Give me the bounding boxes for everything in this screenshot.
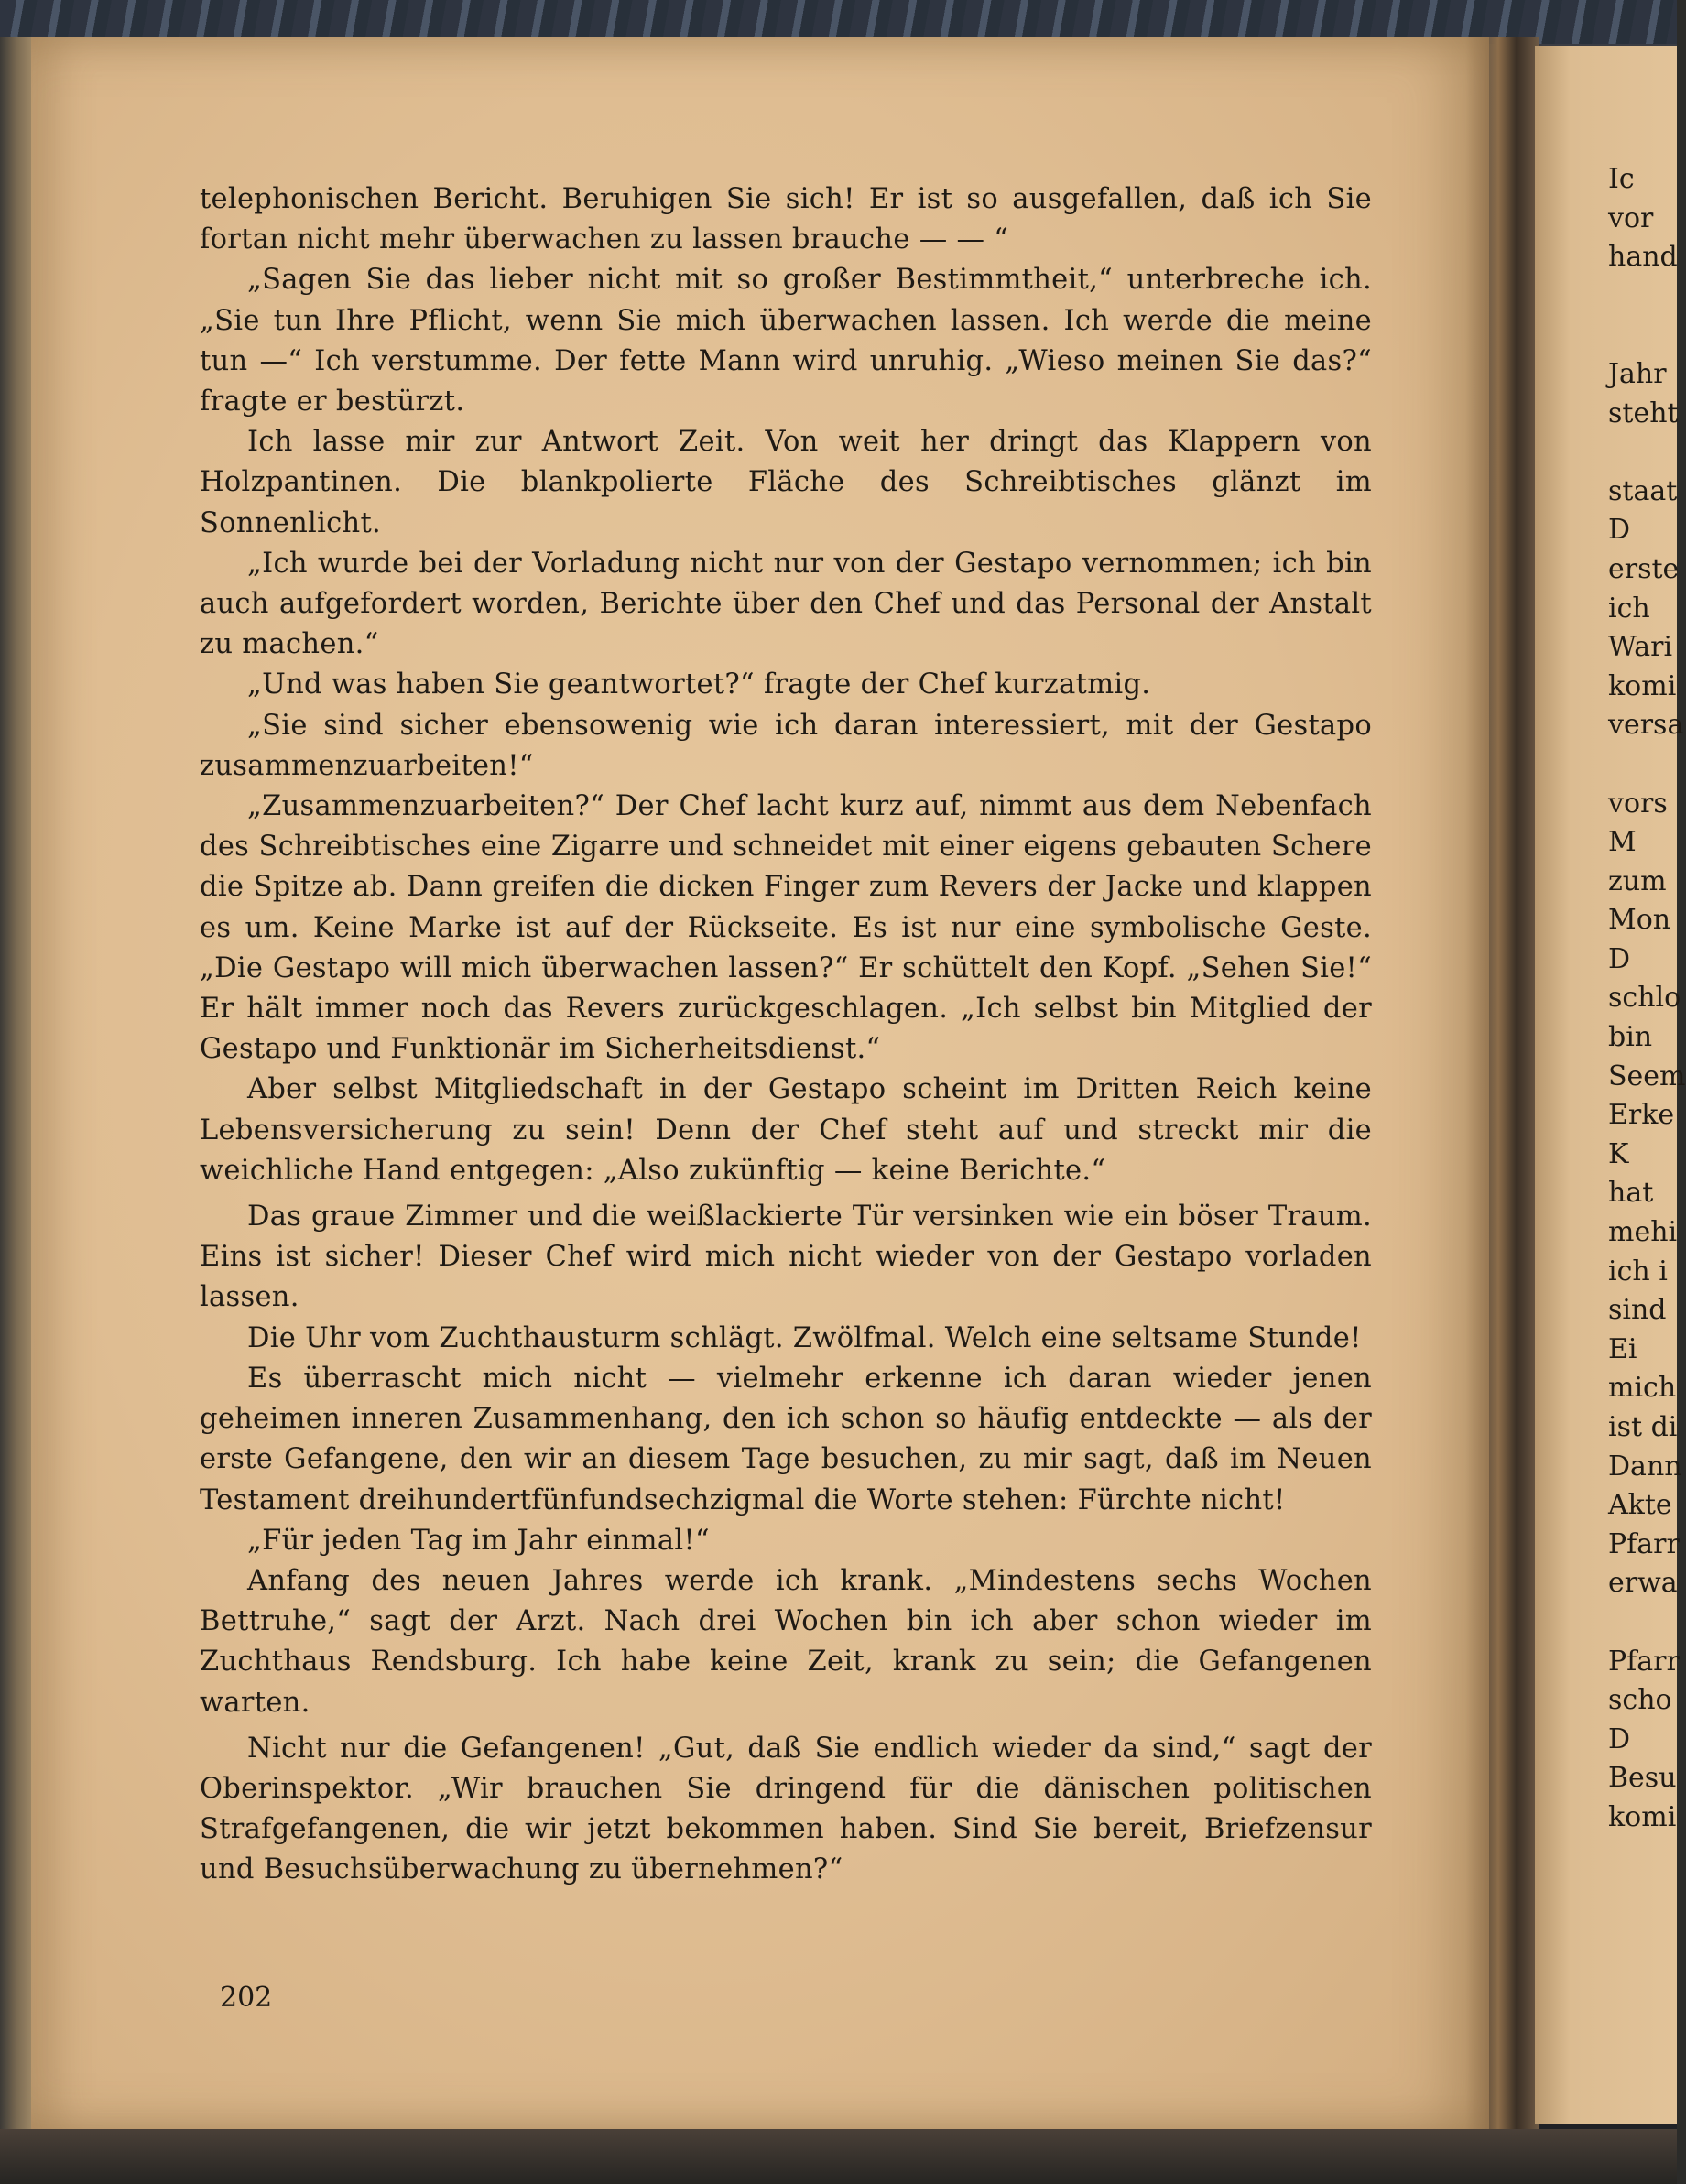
- right-page-line: [1608, 316, 1677, 355]
- right-page-line: Mon: [1608, 904, 1671, 937]
- right-page-line: ich i: [1608, 1255, 1668, 1288]
- right-page-line: D: [1608, 514, 1631, 547]
- right-page-line: Ic: [1608, 163, 1635, 195]
- paragraph: telephonischen Bericht. Beruhigen Sie sich! Er ist so ausgefallen, daß ich Sie fortan nicht mehr überwachen zu lassen brauche — — “: [200, 183, 1372, 256]
- right-page-line: mich: [1608, 1372, 1677, 1405]
- right-page-line: [1608, 277, 1677, 317]
- paragraph: „Zusammenzuarbeiten?“ Der Chef lacht kurz auf, nimmt aus dem Nebenfach des Schreibtisches eine Zigarre und schneidet mit einer eigens gebauten Schere die Spitze ab. Dann greifen die dicken Finger zum Revers der Jacke und klappen es um. Keine Marke ist auf der Rückseite. Es ist nur eine symbolische Geste. „Die Gestapo will mich überwachen lassen?“ Er schüttelt den Kopf. „Sehen Sie!“ Er hält immer noch das Revers zurückgeschlagen. „Ich selbst bin Mitglied der Gestapo und Funktionär im Sicherheitsdienst.“: [200, 790, 1372, 1066]
- right-page-line: Akte: [1608, 1489, 1672, 1522]
- right-page-line: mehi: [1608, 1216, 1678, 1249]
- paragraph: Das graue Zimmer und die weißlackierte Tür versinken wie ein böser Traum. Eins ist sicher! Dieser Chef wird mich nicht wieder von der Gestapo vorladen lassen.: [200, 1201, 1372, 1314]
- right-page-line: Jahr: [1608, 357, 1667, 390]
- right-page-line: Besu: [1608, 1762, 1677, 1795]
- book-gutter: [1465, 37, 1539, 2143]
- right-page-line: Seem: [1608, 1059, 1686, 1092]
- right-page-line: D: [1608, 942, 1631, 975]
- right-page-line: erste: [1608, 552, 1680, 585]
- paragraph: „Sagen Sie das lieber nicht mit so großer Bestimmtheit,“ unterbreche ich. „Sie tun Ihre Pflicht, wenn Sie mich überwachen lassen. Ich werde die meine tun —“ Ich verstumme. Der fette Mann wird unruhig. „Wieso meinen Sie das?“ fragte er bestürzt.: [200, 264, 1372, 418]
- right-page-line: ist di: [1608, 1411, 1678, 1443]
- right-page-line: K: [1608, 1137, 1629, 1170]
- right-page-line: scho: [1608, 1684, 1672, 1717]
- right-page-line: M: [1608, 826, 1637, 859]
- paragraph: Nicht nur die Gefangenen! „Gut, daß Sie endlich wieder da sind,“ sagt der Oberinspektor. „Wir brauchen Sie dringend für die dänischen politischen Strafgefangenen, die wir jetzt bekommen haben. Sind Sie bereit, Briefzensur und Besuchsüberwachung zu übernehmen?“: [200, 1732, 1372, 1886]
- right-page-line: steht: [1608, 397, 1679, 429]
- paragraph: Ich lasse mir zur Antwort Zeit. Von weit her dringt das Klappern von Holzpantinen. Die blankpolierte Fläche des Schreibtisches glänzt im Sonnenlicht.: [200, 426, 1372, 539]
- page-number: 202: [220, 1982, 273, 2014]
- right-page-line: [1608, 1603, 1677, 1643]
- left-page-text: [200, 179, 1372, 1891]
- right-page-line: [1608, 433, 1677, 473]
- paragraph: „Und was haben Sie geantwortet?“ fragte der Chef kurzatmig.: [247, 668, 1151, 701]
- paragraph: „Sie sind sicher ebensowenig wie ich daran interessiert, mit der Gestapo zusammenzuarbeiten!“: [200, 709, 1372, 782]
- paragraph: Aber selbst Mitgliedschaft in der Gestapo scheint im Dritten Reich keine Lebensversicherung zu sein! Denn der Chef steht auf und streckt mir die weichliche Hand entgegen: „Also zukünftig — keine Berichte.“: [200, 1073, 1372, 1187]
- paragraph: „Ich wurde bei der Vorladung nicht nur von der Gestapo vernommen; ich bin auch aufgefordert worden, Berichte über den Chef und das Personal der Anstalt zu machen.“: [200, 547, 1372, 661]
- right-page-text-fragments: [1608, 160, 1686, 1838]
- right-page-line: sind: [1608, 1294, 1667, 1327]
- right-page-line: Wari: [1608, 631, 1673, 664]
- bottom-edge: [0, 2129, 1677, 2184]
- right-page-line: vor: [1608, 201, 1654, 234]
- paragraph: „Für jeden Tag im Jahr einmal!“: [247, 1524, 710, 1557]
- right-page-line: Ei: [1608, 1332, 1637, 1365]
- right-page-line: komi: [1608, 1800, 1677, 1833]
- right-page-line: Pfarr: [1608, 1527, 1680, 1560]
- right-page-line: erwa: [1608, 1567, 1678, 1600]
- right-page-line: hat: [1608, 1177, 1654, 1210]
- right-page-line: staat: [1608, 474, 1678, 507]
- right-page-line: Pfarr: [1608, 1645, 1680, 1678]
- right-page-line: [1608, 745, 1677, 785]
- right-page-line: bin: [1608, 1021, 1653, 1054]
- right-page-line: schlo: [1608, 982, 1681, 1015]
- right-page-line: Dann: [1608, 1450, 1682, 1483]
- paragraph: Die Uhr vom Zuchthausturm schlägt. Zwölfmal. Welch eine seltsame Stunde!: [247, 1321, 1362, 1354]
- right-page-line: Erke: [1608, 1099, 1675, 1132]
- paragraph: Es überrascht mich nicht — vielmehr erkenne ich daran wieder jenen geheimen inneren Zusammenhang, den ich schon so häufig entdeckte — als der erste Gefangene, den wir an diesem Tage besuchen, zu mir sagt, daß im Neuen Testament dreihundertfünfundsechzigmal die Worte stehen: Fürchte nicht!: [200, 1362, 1372, 1516]
- right-page-line: hand: [1608, 241, 1678, 274]
- right-page-line: D: [1608, 1722, 1631, 1755]
- right-page-line: komi: [1608, 669, 1677, 702]
- right-page-line: vors: [1608, 787, 1668, 820]
- right-page-line: versa: [1608, 709, 1684, 742]
- right-page-line: zum: [1608, 864, 1667, 897]
- paragraph: Anfang des neuen Jahres werde ich krank. „Mindestens sechs Wochen Bettruhe,“ sagt der Arzt. Nach drei Wochen bin ich aber schon wieder im Zuchthaus Rendsburg. Ich habe keine Zeit, krank zu sein; die Gefangenen warten.: [200, 1564, 1372, 1719]
- right-page-line: ich: [1608, 592, 1650, 625]
